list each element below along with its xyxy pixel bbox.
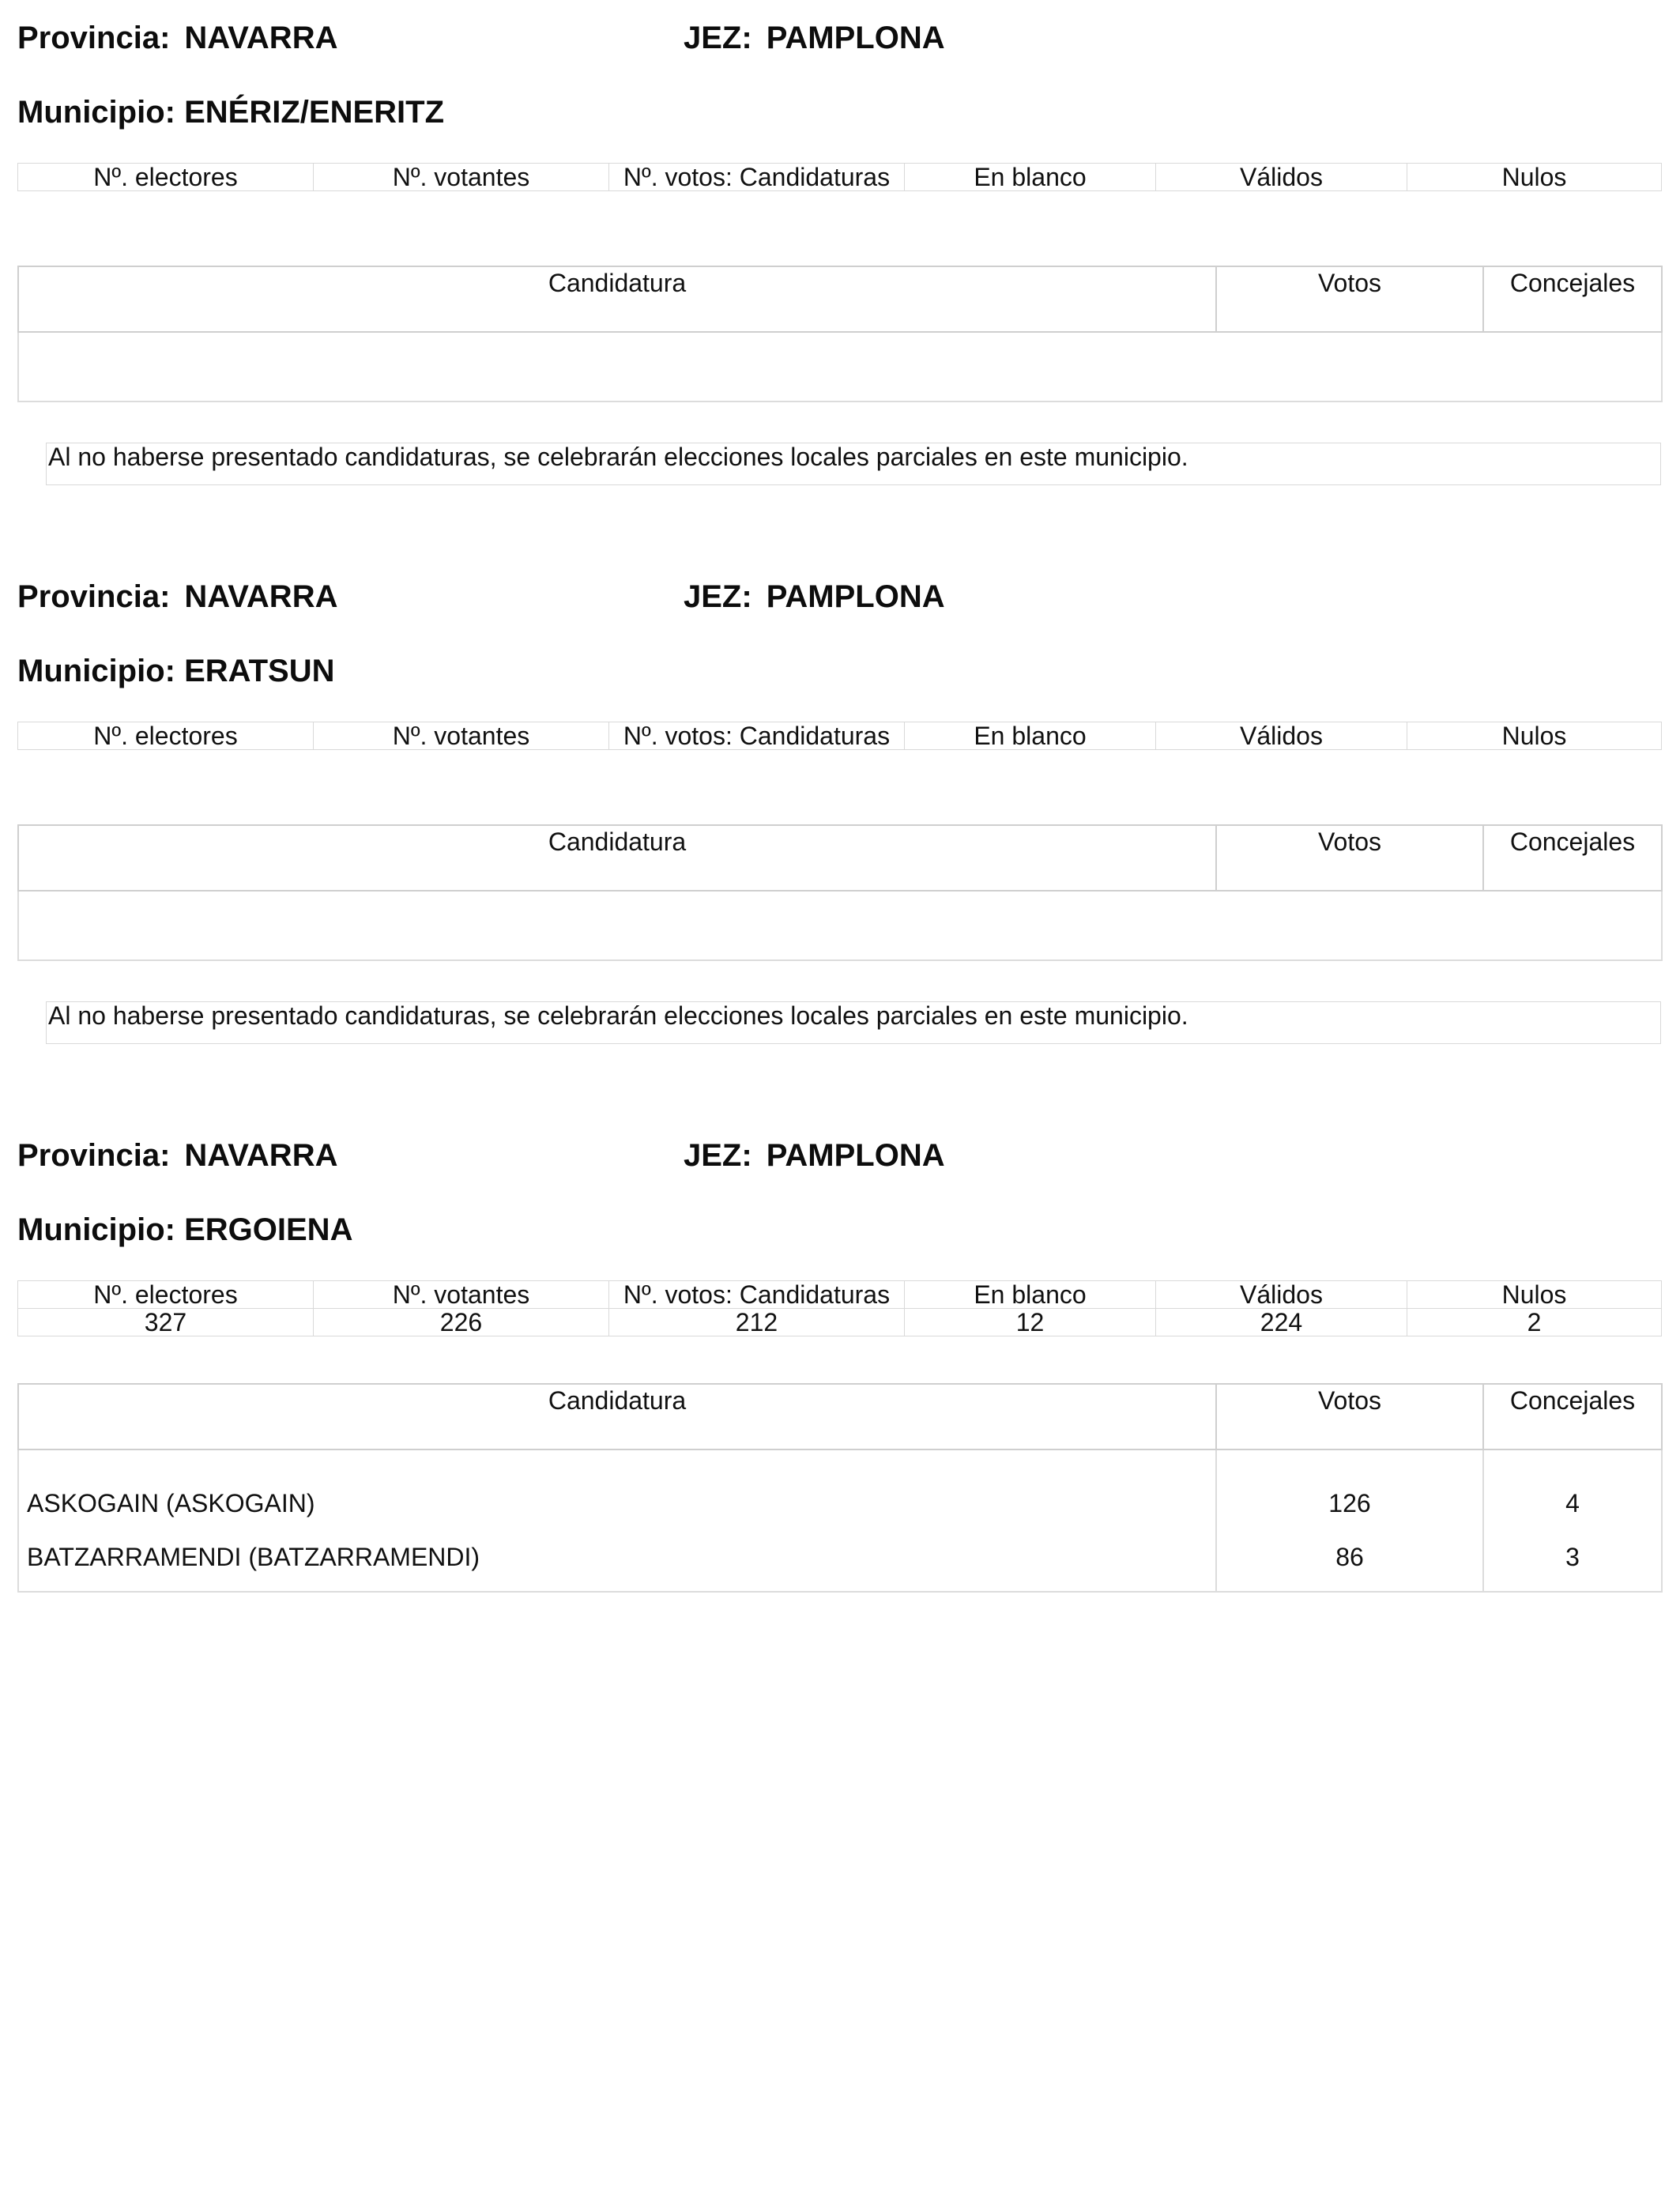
jez-label: JEZ: bbox=[684, 21, 752, 55]
concejales-header: Concejales bbox=[1483, 1384, 1662, 1449]
provincia-label: Provincia: bbox=[17, 579, 171, 614]
stats-header-votantes: Nº. votantes bbox=[314, 1281, 609, 1309]
stats-header-validos: Válidos bbox=[1156, 164, 1407, 191]
stats-header-en-blanco: En blanco bbox=[905, 722, 1156, 750]
stats-value-en-blanco: 12 bbox=[905, 1309, 1156, 1336]
provincia-value: NAVARRA bbox=[184, 21, 338, 55]
jez-heading bbox=[684, 1137, 945, 1174]
provincia-heading bbox=[17, 1137, 337, 1174]
municipio-value: ERATSUN bbox=[184, 654, 335, 688]
provincia-label: Provincia: bbox=[17, 1138, 171, 1173]
municipio-label: Municipio: bbox=[17, 95, 175, 130]
candidaturas-header-row bbox=[18, 266, 1662, 332]
municipio-section-eratsun bbox=[0, 559, 1680, 1159]
stats-table bbox=[17, 722, 1662, 750]
provincia-heading bbox=[17, 19, 337, 57]
jez-heading bbox=[684, 19, 945, 57]
provincia-value: NAVARRA bbox=[184, 579, 338, 614]
empty-cell bbox=[18, 332, 1662, 401]
votos-header: Votos bbox=[1216, 825, 1483, 891]
candidaturas-table bbox=[17, 1383, 1663, 1593]
candidatura-votos: 126 bbox=[1216, 1449, 1483, 1523]
candidatura-header: Candidatura bbox=[18, 266, 1216, 332]
stats-header-en-blanco: En blanco bbox=[905, 164, 1156, 191]
stats-header-votos-candidaturas: Nº. votos: Candidaturas bbox=[609, 1281, 905, 1309]
stats-header-row bbox=[18, 164, 1662, 191]
candidatura-header: Candidatura bbox=[18, 825, 1216, 891]
stats-header-votantes: Nº. votantes bbox=[314, 722, 609, 750]
no-candidaturas-note: Al no haberse presentado candidaturas, se celebrarán elecciones locales parciales en este municipio. bbox=[46, 1001, 1661, 1044]
candidaturas-table bbox=[17, 824, 1663, 961]
municipio-value: ENÉRIZ/ENERITZ bbox=[184, 95, 444, 130]
municipio-heading bbox=[17, 93, 444, 131]
municipio-label: Municipio: bbox=[17, 654, 175, 688]
jez-value: PAMPLONA bbox=[766, 21, 945, 55]
stats-table bbox=[17, 163, 1662, 191]
concejales-header: Concejales bbox=[1483, 266, 1662, 332]
municipio-heading bbox=[17, 1211, 352, 1249]
jez-label: JEZ: bbox=[684, 1138, 752, 1173]
stats-value-votantes: 226 bbox=[314, 1309, 609, 1336]
stats-header-en-blanco: En blanco bbox=[905, 1281, 1156, 1309]
stats-header-row bbox=[18, 1281, 1662, 1309]
stats-table bbox=[17, 1280, 1662, 1336]
candidatura-row bbox=[18, 1523, 1662, 1592]
stats-header-row bbox=[18, 722, 1662, 750]
votos-header: Votos bbox=[1216, 1384, 1483, 1449]
candidaturas-header-row bbox=[18, 1384, 1662, 1449]
jez-label: JEZ: bbox=[684, 579, 752, 614]
jez-heading bbox=[684, 578, 945, 616]
no-candidaturas-note: Al no haberse presentado candidaturas, se celebrarán elecciones locales parciales en este municipio. bbox=[46, 443, 1661, 485]
empty-candidaturas-row bbox=[18, 891, 1662, 960]
empty-candidaturas-row bbox=[18, 332, 1662, 401]
candidatura-row bbox=[18, 1449, 1662, 1523]
stats-header-votos-candidaturas: Nº. votos: Candidaturas bbox=[609, 722, 905, 750]
stats-header-nulos: Nulos bbox=[1407, 1281, 1662, 1309]
stats-header-validos: Válidos bbox=[1156, 722, 1407, 750]
stats-header-electores: Nº. electores bbox=[18, 722, 314, 750]
jez-value: PAMPLONA bbox=[766, 1138, 945, 1173]
concejales-header: Concejales bbox=[1483, 825, 1662, 891]
provincia-label: Provincia: bbox=[17, 21, 171, 55]
stats-header-electores: Nº. electores bbox=[18, 164, 314, 191]
stats-header-votantes: Nº. votantes bbox=[314, 164, 609, 191]
candidatura-name: ASKOGAIN (ASKOGAIN) bbox=[18, 1449, 1216, 1523]
candidatura-name: BATZARRAMENDI (BATZARRAMENDI) bbox=[18, 1523, 1216, 1592]
stats-value-validos: 224 bbox=[1156, 1309, 1407, 1336]
stats-header-nulos: Nulos bbox=[1407, 164, 1662, 191]
stats-header-votos-candidaturas: Nº. votos: Candidaturas bbox=[609, 164, 905, 191]
municipio-section-eneriz bbox=[0, 0, 1680, 601]
municipio-heading bbox=[17, 652, 334, 690]
municipio-label: Municipio: bbox=[17, 1212, 175, 1247]
stats-header-electores: Nº. electores bbox=[18, 1281, 314, 1309]
municipio-section-ergoiena bbox=[0, 1118, 1680, 1718]
stats-value-nulos: 2 bbox=[1407, 1309, 1662, 1336]
candidatura-concejales: 4 bbox=[1483, 1449, 1662, 1523]
stats-values-row bbox=[18, 1309, 1662, 1336]
municipio-value: ERGOIENA bbox=[184, 1212, 353, 1247]
empty-cell bbox=[18, 891, 1662, 960]
stats-value-electores: 327 bbox=[18, 1309, 314, 1336]
provincia-heading bbox=[17, 578, 337, 616]
stats-header-validos: Válidos bbox=[1156, 1281, 1407, 1309]
candidaturas-header-row bbox=[18, 825, 1662, 891]
candidatura-votos: 86 bbox=[1216, 1523, 1483, 1592]
stats-value-votos-candidaturas: 212 bbox=[609, 1309, 905, 1336]
votos-header: Votos bbox=[1216, 266, 1483, 332]
candidatura-header: Candidatura bbox=[18, 1384, 1216, 1449]
provincia-value: NAVARRA bbox=[184, 1138, 338, 1173]
candidaturas-table bbox=[17, 266, 1663, 402]
stats-header-nulos: Nulos bbox=[1407, 722, 1662, 750]
candidatura-concejales: 3 bbox=[1483, 1523, 1662, 1592]
jez-value: PAMPLONA bbox=[766, 579, 945, 614]
